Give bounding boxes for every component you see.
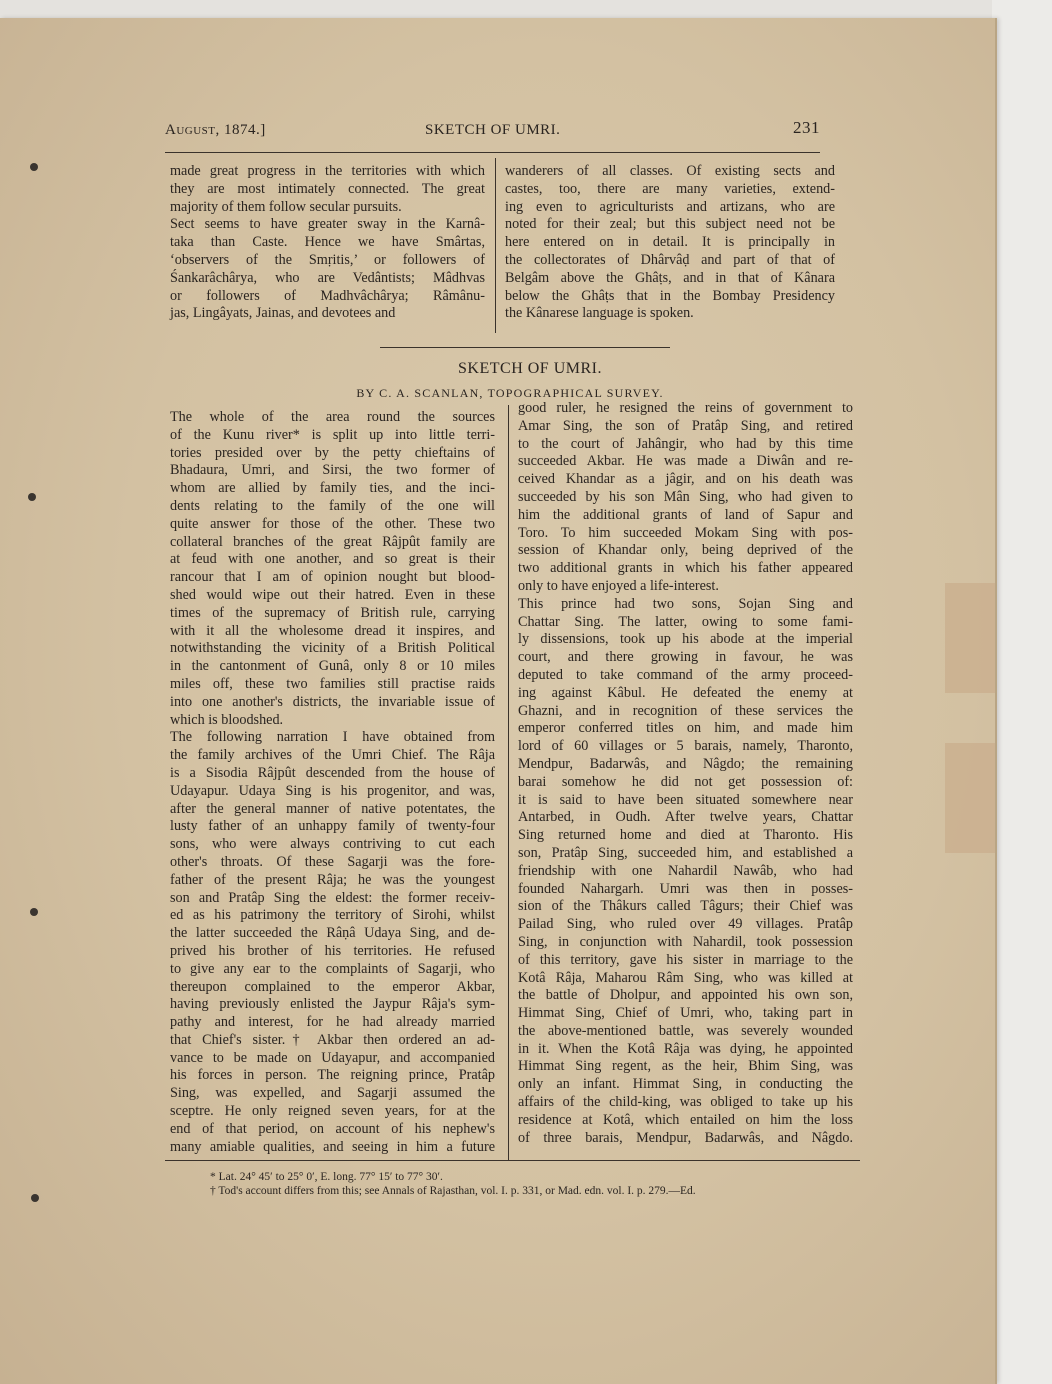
text-line: at feud with one another, and so great is their <box>170 551 495 568</box>
page-number: 231 <box>793 118 820 137</box>
top-left-column <box>170 163 485 323</box>
text-line: his forces in person. The reigning prince, Pratâp <box>170 1067 495 1084</box>
text-line: having previously enlisted the Jaypur Râja's sym- <box>170 996 495 1013</box>
footnote-rule <box>165 1160 860 1161</box>
column-divider <box>495 158 496 333</box>
text-line: Amar Sing, the son of Pratâp Sing, and retired <box>518 417 853 434</box>
text-line: prived his brother of his territories. He refused <box>170 942 495 959</box>
text-line: here entered on in detail. It is principally in <box>505 234 835 251</box>
text-line: into one another's districts, the invariable issue of <box>170 693 495 710</box>
top-right-column <box>505 163 835 323</box>
text-line: Sing returned home and died at Tharonto. His <box>518 827 853 844</box>
text-line: lord of 60 villages or 5 barais, namely, Tharonto, <box>518 738 853 755</box>
text-line: wanderers of all classes. Of existing sects and <box>505 163 835 179</box>
text-line: Udayapur. Udaya Sing is his progenitor, and was, <box>170 782 495 799</box>
text-line: of this territory, gave his sister in marriage to the <box>518 951 853 968</box>
binding-hole <box>28 493 36 501</box>
text-line: him the additional grants of land of Sapur and <box>518 506 853 523</box>
text-line: ‘observers of the Smṛitis,’ or followers of <box>170 251 485 268</box>
text-line: miles off, these two families still practise raids <box>170 675 495 692</box>
text-line: below the Ghâṭs that in the Bombay Presidency <box>505 287 835 304</box>
text-line: two additional grants in which his father appeared <box>518 560 853 577</box>
text-line: court, and there growing in favour, he was <box>518 649 853 666</box>
text-line: end of that period, on account of his nephew's <box>170 1120 495 1137</box>
text-line: The following narration I have obtained from <box>170 729 495 746</box>
text-line: jas, Lingâyats, Jainas, and devotees and <box>170 305 396 322</box>
text-line: rancour that I am of opinion nought but blood- <box>170 569 495 586</box>
footnote: * Lat. 24° 45′ to 25° 0′, E. long. 77° 15′ to 77° 30′. <box>210 1171 443 1183</box>
text-line: quite answer for those of the other. These two <box>170 515 495 532</box>
page-tab <box>945 743 995 853</box>
text-line: This prince had two sons, Sojan Sing and <box>518 595 853 612</box>
text-line: friendship with one Nahardil Nawâb, who had <box>518 862 853 879</box>
text-line: in the cantonment of Gunâ, only 8 or 10 miles <box>170 658 495 675</box>
text-line: or followers of Madhvâchârya; Râmânu- <box>170 287 485 304</box>
text-line: Belgâm above the Ghâṭs, and in that of Kânara <box>505 269 835 286</box>
text-line: Kotâ Râja, Maharou Râm Sing, who was killed at <box>518 969 853 986</box>
text-line: the above-mentioned battle, was severely wounded <box>518 1022 853 1039</box>
text-line: father of the present Râja; he was the youngest <box>170 871 495 888</box>
binding-hole <box>30 908 38 916</box>
text-line: Sing, in conjunction with Nahardil, took possession <box>518 933 853 950</box>
text-line: that Chief's sister.† Akbar then ordered an ad- <box>170 1031 495 1048</box>
text-line: emperor conferred titles on him, and made him <box>518 720 853 737</box>
text-line: deputed to take command of the army proceed- <box>518 666 853 683</box>
text-line: ly dissensions, took up his abode at the imperial <box>518 631 853 648</box>
text-line: affairs of the child-king, was obliged to take up his <box>518 1094 853 1111</box>
footnote: † Tod's account differs from this; see Annals of Rajasthan, vol. I. p. 331, or Mad. edn. vol. I. p. 279.—Ed. <box>210 1185 696 1197</box>
title-rule <box>380 347 670 348</box>
text-line: with it all the wholesome dread it inspires, and <box>170 622 495 639</box>
text-line: succeeded by his son Mân Sing, who had given to <box>518 488 853 505</box>
text-line: Himmat Sing, Chief of Umri, who, taking part in <box>518 1005 853 1022</box>
text-line: ed as his patrimony the territory of Sirohi, whilst <box>170 907 495 924</box>
text-line: dents relating to the family of the one will <box>170 497 495 514</box>
right-column <box>518 400 853 1147</box>
text-line: The whole of the area round the sources <box>170 409 495 425</box>
text-line: ceived Khandar as a jâgir, and on his death was <box>518 471 853 488</box>
text-line: of the Kunu river* is split up into little terri- <box>170 426 495 443</box>
text-line: the latter succeeded the Râṇâ Udaya Sing, and de- <box>170 925 495 942</box>
text-line: Pailad Sing, who ruled over 49 villages. Pratâp <box>518 916 853 933</box>
text-line: ing against Kâbul. He defeated the enemy at <box>518 684 853 701</box>
text-line: lusty father of an unhappy family of twenty-four <box>170 818 495 835</box>
text-line: the family archives of the Umri Chief. The Râja <box>170 747 495 764</box>
binding-hole <box>31 1194 39 1202</box>
article-title: SKETCH OF UMRI. <box>458 360 602 377</box>
text-line: pathy and interest, for he had already married <box>170 1014 495 1031</box>
text-line: tories presided over by the petty chieftains of <box>170 444 495 461</box>
footnotes <box>210 1170 860 1198</box>
text-line: sion of the Thâkurs called Tâgurs; their Chief was <box>518 898 853 915</box>
text-line: to the court of Jahângir, who had by this time <box>518 435 853 452</box>
text-line: good ruler, he resigned the reins of government to <box>518 400 853 416</box>
text-line: is a Sisodia Râjpût descended from the house of <box>170 764 495 781</box>
text-line: Himmat Sing regent, as the heir, Bhim Sing, was <box>518 1058 853 1075</box>
text-line: notwithstanding the vicinity of a British Political <box>170 640 495 657</box>
text-line: vance to be made on Udayapur, and accompanied <box>170 1049 495 1066</box>
text-line: it is said to have been situated somewhere near <box>518 791 853 808</box>
text-line: they are most intimately connected. The great <box>170 180 485 197</box>
binding-hole <box>30 163 38 171</box>
text-line: taka than Caste. Hence we have Smârtas, <box>170 234 485 251</box>
text-line: barai somehow he did not get possession of: <box>518 773 853 790</box>
text-line: succeeded Akbar. He was made a Diwân and re- <box>518 453 853 470</box>
text-line: only to have enjoyed a life-interest. <box>518 577 719 594</box>
text-line: Mendpur, Badarwâs, and Nâgdo; the remaining <box>518 755 853 772</box>
header-title: SKETCH OF UMRI. <box>425 122 561 138</box>
text-line: Sing, was expelled, and Sagarji assumed the <box>170 1085 495 1102</box>
text-line: made great progress in the territories with which <box>170 163 485 179</box>
text-line: thereupon complained to the emperor Akbar, <box>170 978 495 995</box>
text-line: Ghazni, and in recognition of these services the <box>518 702 853 719</box>
text-line: whom are allied by family ties, and the inci- <box>170 480 495 497</box>
text-line: sceptre. He only reigned seven years, for at the <box>170 1103 495 1120</box>
text-line: times of the supremacy of British rule, carrying <box>170 604 495 621</box>
text-line: Antarbed, in Oudh. After twelve years, Chattar <box>518 809 853 826</box>
text-line: to give any ear to the complaints of Sagarji, who <box>170 960 495 977</box>
text-line: Śankarâchârya, who are Vedântists; Mâdhvas <box>170 269 485 286</box>
text-line: in it. When the Kotâ Râja was dying, he appointed <box>518 1040 853 1057</box>
text-line: son, Pratâp Sing, succeeded him, and established a <box>518 844 853 861</box>
text-line: son and Pratâp Sing the eldest: the former receiv- <box>170 889 495 906</box>
text-line: majority of them follow secular pursuits. <box>170 198 402 215</box>
text-line: castes, too, there are many varieties, extend- <box>505 180 835 197</box>
text-line: of three barais, Mendpur, Badarwâs, and Nâgdo. <box>518 1129 853 1146</box>
text-line: after the general manner of native potentates, the <box>170 800 495 817</box>
left-column <box>170 409 495 1156</box>
text-line: which is bloodshed. <box>170 711 284 728</box>
article-byline: BY C. A. SCANLAN, TOPOGRAPHICAL SURVEY. <box>356 386 664 400</box>
text-line: noted for their zeal; but this subject need not be <box>505 216 835 233</box>
page-tab <box>945 583 995 693</box>
column-divider <box>508 405 509 1160</box>
text-line: Chattar Sing. The latter, owing to some fami- <box>518 613 853 630</box>
text-line: the Kânarese language is spoken. <box>505 305 694 322</box>
text-line: collateral branches of the great Râjpût family are <box>170 533 495 550</box>
text-line: Sect seems to have greater sway in the Karnâ- <box>170 216 485 233</box>
text-line: many amiable qualities, and seeing in him a future <box>170 1138 495 1155</box>
text-line: Toro. To him succeeded Mokam Sing with pos- <box>518 524 853 541</box>
background-right <box>992 0 1052 1384</box>
text-line: session of Khandar only, being deprived of the <box>518 542 853 559</box>
text-line: ing even to agriculturists and artizans, who are <box>505 198 835 215</box>
text-line: sons, who were always contriving to cut each <box>170 836 495 853</box>
header-rule <box>165 152 820 153</box>
text-line: shed would wipe out their hatred. Even in these <box>170 586 495 603</box>
text-line: other's throats. Of these Sagarji was the fore- <box>170 853 495 870</box>
text-line: the battle of Dholpur, and appointed his own son, <box>518 987 853 1004</box>
running-head <box>165 118 820 142</box>
text-line: only an infant. Himmat Sing, in conducting the <box>518 1076 853 1093</box>
text-line: residence at Kotâ, which entailed on him the loss <box>518 1111 853 1128</box>
header-date: August, 1874.] <box>165 122 266 138</box>
text-line: the collectorates of Dhârvâḍ and part of that of <box>505 251 835 268</box>
text-line: Bhadaura, Umri, and Sirsi, the two former of <box>170 462 495 479</box>
text-line: founded Nahargarh. Umri was then in posses- <box>518 880 853 897</box>
